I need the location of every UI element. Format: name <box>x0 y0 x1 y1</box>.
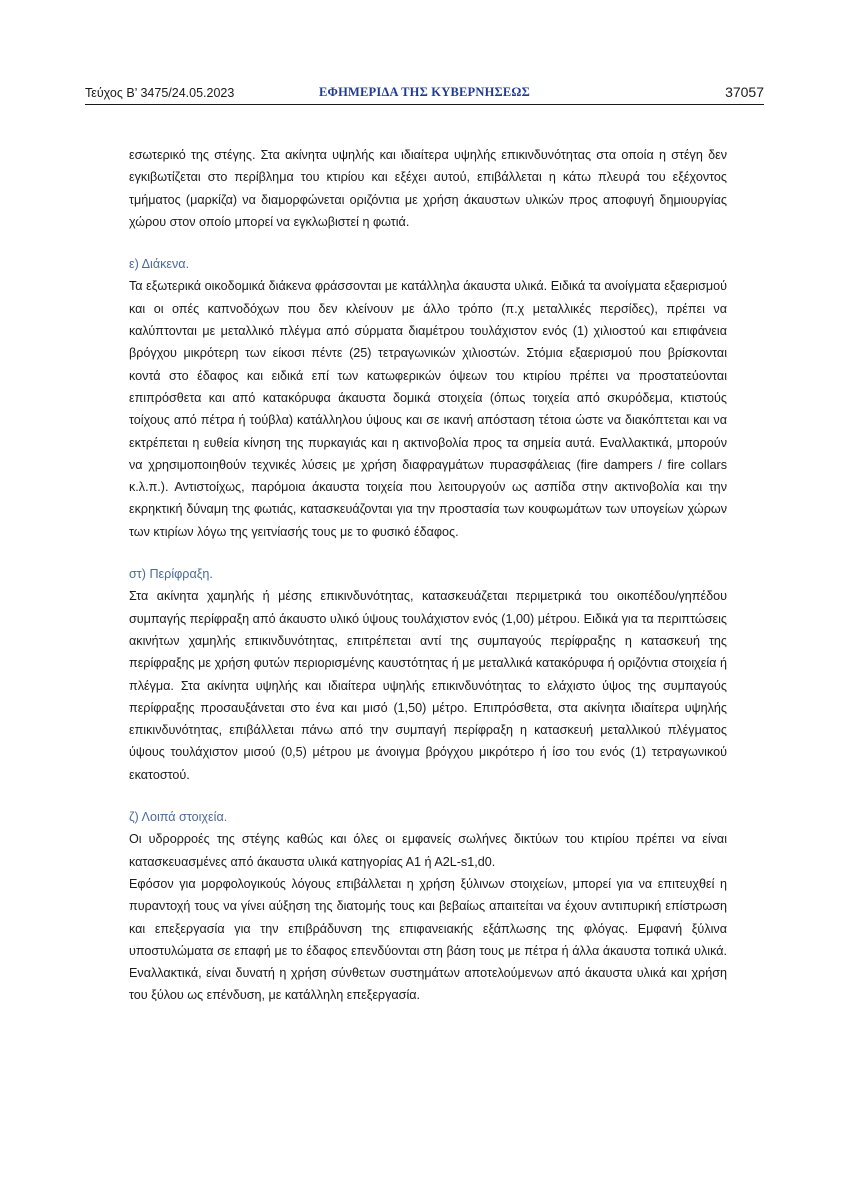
document-body <box>129 144 727 1007</box>
section-paragraph: Εφόσον για μορφολογικούς λόγους επιβάλλεται η χρήση ξύλινων στοιχείων, μπορεί για να επιτευχθεί η πυραντοχή τους να γίνει αύξηση της διατομής τους και βεβαίως απαιτείται να έχουν αντιπυρική επίστρωση και επεξεργασία για την επιβράδυνση της επιφανειακής εξάπλωσης της φλόγας. Εμφανή ξύλινα υποστυλώματα σε επαφή με το έδαφος επενδύονται στη βάση τους με πέτρα ή άλλα άκαυστα τοπικά υλικά. Εναλλακτικά, είναι δυνατή η χρήση σύνθετων συστημάτων αποτελούμενων από άκαυστα υλικά και χρήση του ξύλου ως επένδυση, με κατάλληλη επεξεργασία. <box>129 876 727 1003</box>
section-heading: στ) Περίφραξη. <box>129 567 213 582</box>
issue-reference: Τεύχος Β’ 3475/24.05.2023 <box>85 86 235 100</box>
section-other-elements <box>129 806 727 1007</box>
section-paragraph: Τα εξωτερικά οικοδομικά διάκενα φράσσονται με κατάλληλα άκαυστα υλικά. Ειδικά τα ανοίγματα εξαερισμού και οι οπές καπνοδόχων που δεν κλείνουν με άλλο τρόπο (π.χ μεταλλικές περσίδες), πρέπει να καλύπτονται με μεταλλικό πλέγμα από σύρματα διαμέτρου τουλάχιστον ενός (1) χιλιοστού και επιφάνεια βρόγχου μικρότερη των είκοσι πέντε (25) τετραγωνικών χιλιοστών. Στόμια εξαερισμού που βρίσκονται κοντά στο έδαφος και ειδικά επί των κατωφερικών όψεων του κτιρίου πρέπει να προστατεύονται επιπρόσθετα και από κατακόρυφα άκαυστα δομικά στοιχεία (όπως τοιχεία από σκυρόδεμα, κτιστούς τοίχους από πέτρα ή τούβλα) κατάλληλου ύψους και σε ικανή απόσταση τέτοια ώστε να διακόπτεται και να εκτρέπεται η ευθεία κίνηση της πυρκαγιάς και η ακτινοβολία προς τα σημεία αυτά. Εναλλακτικά, μπορούν να χρησιμοποιηθούν τεχνικές λύσεις με χρήση διαφραγμάτων πυρασφάλειας (fire dampers / fire collars κ.λ.π.). Αντιστοίχως, παρόμοια άκαυστα τοιχεία που λειτουργούν ως ασπίδα στην ακτινοβολία και την εκρηκτική δύναμη της φωτιάς, κατασκευάζονται για την προστασία των κουφωμάτων των υπογείων χώρων των κτιρίων λόγω της γειτνίασής τους με το φυσικό έδαφος. <box>129 279 727 539</box>
intro-paragraph: εσωτερικό της στέγης. Στα ακίνητα υψηλής και ιδιαίτερα υψηλής επικινδυνότητας στα οποία η στέγη δεν εγκιβωτίζεται στο περίβλημα του κτιρίου και εξέχει αυτού, επιβάλλεται η κάτω πλευρά του εξέχοντος τμήματος (μαρκίζα) να διαμορφώνεται οριζόντια με χρήση άκαυστων υλικών προς αποφυγή δημιουργίας χώρου στον οποίο μπορεί να εγκλωβιστεί η φωτιά. <box>129 148 727 229</box>
section-paragraph: Οι υδρορροές της στέγης καθώς και όλες οι εμφανείς σωλήνες δικτύων του κτιρίου πρέπει να είναι κατασκευασμένες από άκαυστα υλικά κατηγορίας Α1 ή Α2L-s1,d0. <box>129 832 727 869</box>
section-heading: ε) Διάκενα. <box>129 257 190 272</box>
gazette-title: ΕΦΗΜΕΡΙΔΑ ΤΗΣ ΚΥΒΕΡΝΗΣΕΩΣ <box>319 85 530 99</box>
section-gaps <box>129 253 727 543</box>
section-paragraph: Στα ακίνητα χαμηλής ή μέσης επικινδυνότητας, κατασκευάζεται περιμετρικά του οικοπέδου/γηπέδου συμπαγής περίφραξη από άκαυστο υλικό ύψους τουλάχιστον ενός (1,00) μέτρου. Ειδικά για τα περιπτώσεις ακινήτων χαμηλής επικινδυνότητας, επιτρέπεται αντί της συμπαγούς περίφραξης η κατασκευή της περίφραξης με χρήση φυτών περιορισμένης καυστότητας ή με μεταλλικά κατακόρυφα ή οριζόντια στοιχεία ή πλέγμα. Στα ακίνητα υψηλής και ιδιαίτερα υψηλής επικινδυνότητας το ελάχιστο ύψος της συμπαγούς περίφραξης προσαυξάνεται στο ένα και μισό (1,50) μέτρο. Επιπρόσθετα, στα ακίνητα ιδιαίτερα υψηλής επικινδυνότητας, επιβάλλεται πάνω από την συμπαγή περίφραξη η κατασκευή μεταλλικού πλέγματος ύψους τουλάχιστον μισού (0,5) μέτρου με άνοιγμα βρόγχου μικρότερο ή ίσο του ενός (1) τετραγωνικού εκατοστού. <box>129 589 727 782</box>
section-heading: ζ) Λοιπά στοιχεία. <box>129 810 228 825</box>
section-fencing <box>129 563 727 786</box>
page-number: 37057 <box>725 84 764 100</box>
page-header <box>85 84 764 105</box>
